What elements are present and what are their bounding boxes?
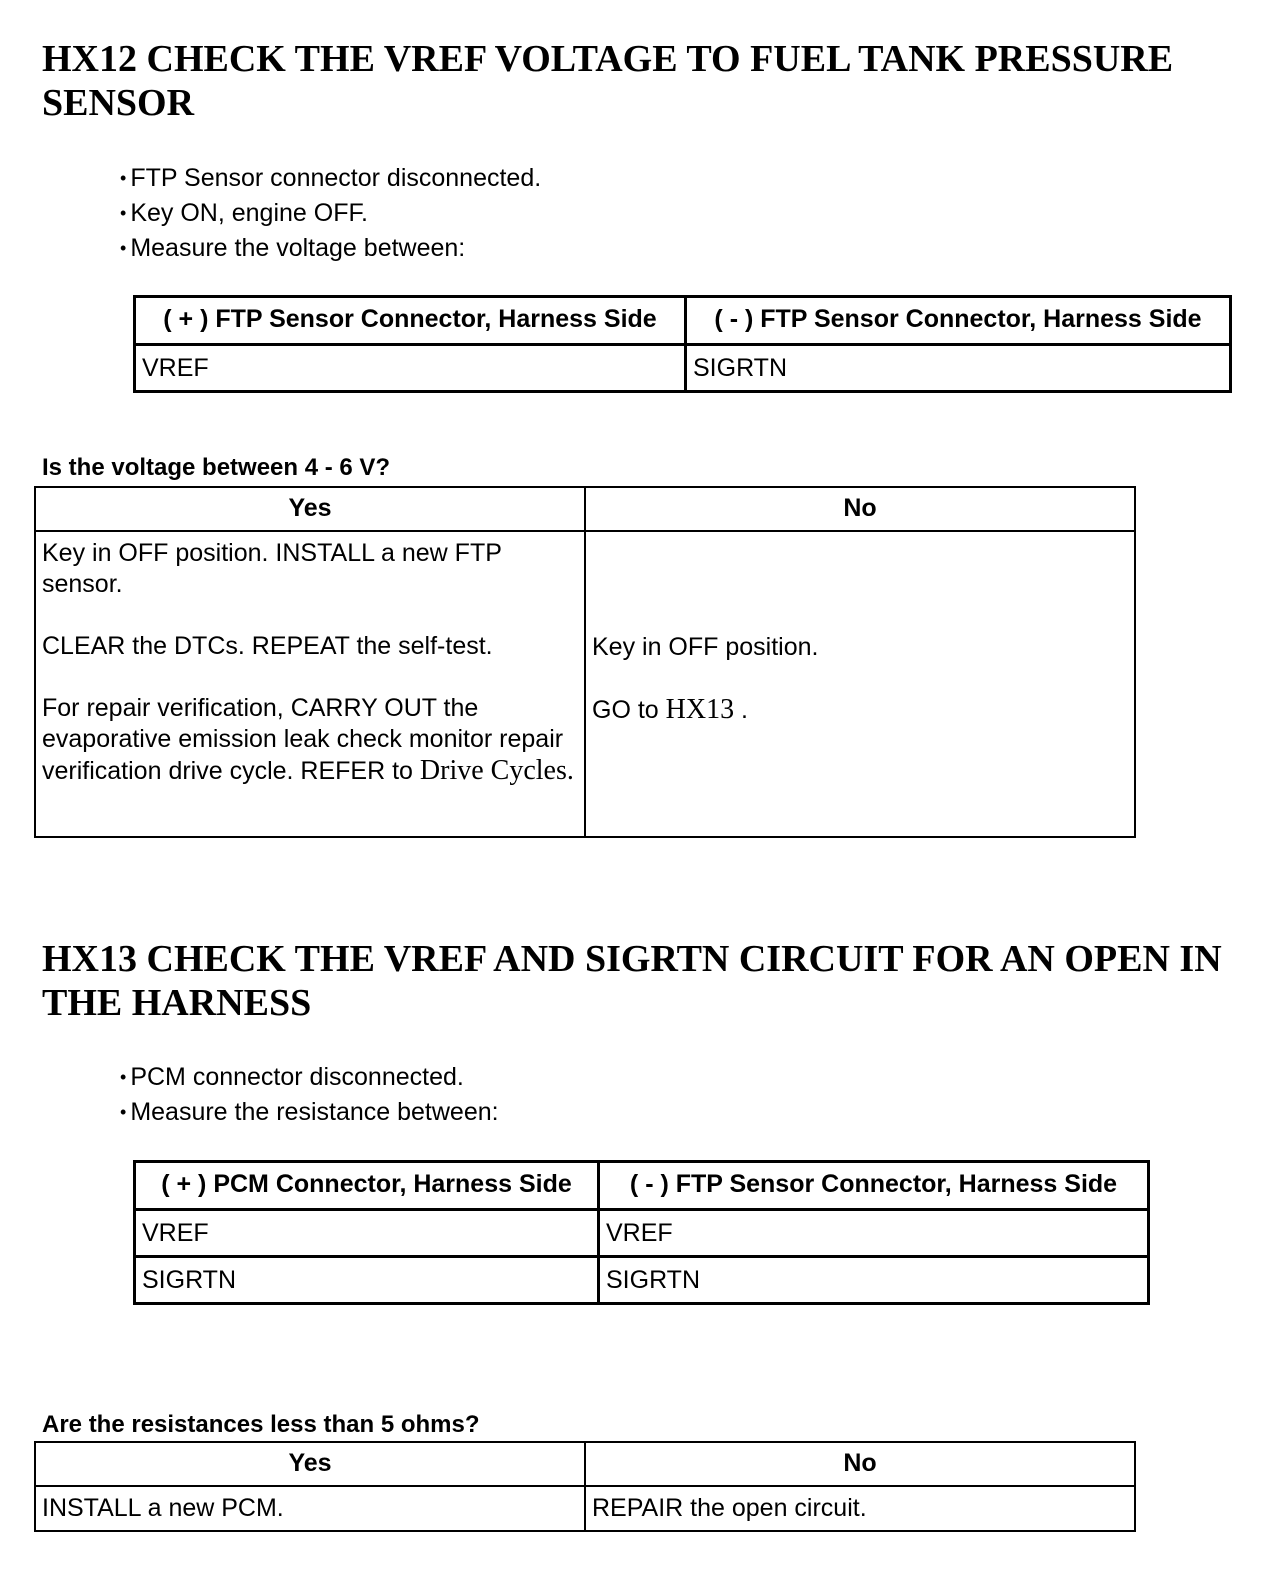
table-header-cell: ( + ) FTP Sensor Connector, Harness Side [135,297,686,345]
yes-header: Yes [35,487,585,531]
table-row [35,531,1135,837]
no-header: No [585,1442,1135,1486]
no-paragraph: Key in OFF position. [592,633,819,661]
yes-cell [35,531,585,837]
goto-suffix: . [734,696,748,724]
drive-cycles-link[interactable]: Drive Cycles [419,755,567,786]
table-header-cell: ( - ) FTP Sensor Connector, Harness Side [686,297,1231,345]
table-header-row [35,487,1135,531]
hx12-measure-table [133,295,1232,393]
no-paragraph [592,694,1128,726]
yes-header: Yes [35,1442,585,1486]
hx12-bullet-list [120,162,541,267]
hx12-title: HX12 CHECK THE VREF VOLTAGE TO FUEL TANK PRESSURE SENSOR [42,38,1174,124]
list-item: • Measure the voltage between: [120,232,541,267]
link-suffix: . [566,755,574,786]
table-cell: VREF [135,1210,599,1257]
table-row [135,1257,1149,1304]
yes-cell: INSTALL a new PCM. [35,1486,585,1531]
table-cell: VREF [599,1210,1149,1257]
list-item: • FTP Sensor connector disconnected. [120,162,541,197]
list-item: • Measure the resistance between: [120,1096,499,1131]
table-row [135,345,1231,392]
no-header: No [585,487,1135,531]
table-header-cell: ( + ) PCM Connector, Harness Side [135,1162,599,1210]
table-row [35,1486,1135,1531]
list-item: • Key ON, engine OFF. [120,197,541,232]
hx13-question: Are the resistances less than 5 ohms? [42,1411,480,1438]
hx13-title: HX13 CHECK THE VREF AND SIGRTN CIRCUIT FOR AN OPEN IN THE HARNESS [42,938,1222,1024]
hx13-measure-table [133,1160,1150,1305]
no-cell: REPAIR the open circuit. [585,1486,1135,1531]
goto-prefix: GO to [592,696,659,724]
hx13-decision-table [34,1441,1136,1532]
no-cell [585,531,1135,837]
list-item: • PCM connector disconnected. [120,1061,499,1096]
table-cell: SIGRTN [686,345,1231,392]
hx12-decision-table [34,486,1136,838]
yes-paragraph: Key in OFF position. INSTALL a new FTP sensor. [42,539,502,598]
yes-paragraph [42,693,578,787]
table-cell: SIGRTN [599,1257,1149,1304]
table-header-cell: ( - ) FTP Sensor Connector, Harness Side [599,1162,1149,1210]
yes-paragraph: CLEAR the DTCs. REPEAT the self-test. [42,632,493,660]
table-header-row [135,1162,1149,1210]
hx13-link[interactable]: HX13 [665,694,735,725]
table-cell: SIGRTN [135,1257,599,1304]
table-header-row [35,1442,1135,1486]
table-row [135,1210,1149,1257]
hx13-bullet-list [120,1061,499,1131]
yes-paragraph-text: For repair verification, CARRY OUT the evaporative emission leak check monitor repair verification drive cycle. REFER to [42,694,564,785]
table-cell: VREF [135,345,686,392]
table-header-row [135,297,1231,345]
hx12-question: Is the voltage between 4 - 6 V? [42,454,391,481]
